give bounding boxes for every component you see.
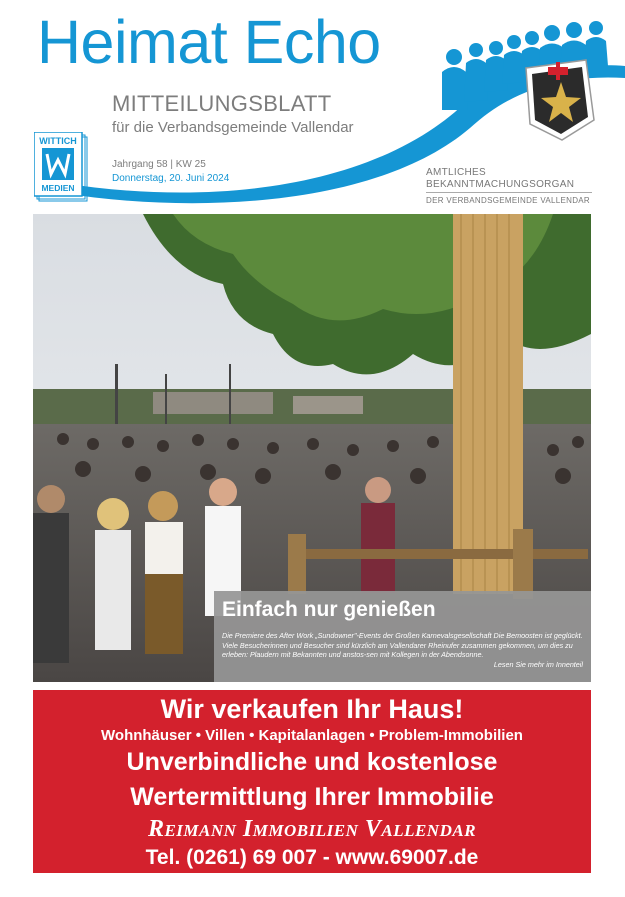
issue-date: Donnerstag, 20. Juni 2024	[112, 173, 230, 184]
official-organ-label	[426, 167, 574, 191]
official-divider	[426, 192, 592, 193]
ad-company-name: Reimann Immobilien Vallendar	[147, 816, 477, 842]
cover-story-title: Einfach nur genießen	[222, 598, 436, 621]
cover-story-text	[222, 631, 583, 669]
publication-region: für die Verbandsgemeinde Vallendar	[112, 119, 354, 136]
read-more-link: Lesen Sie mehr im Innenteil	[493, 659, 583, 669]
official-line-2: BEKANNTMACHUNGSORGAN	[426, 179, 575, 190]
publication-type: MITTEILUNGSBLATT	[112, 91, 332, 116]
real-estate-advertisement	[33, 690, 591, 873]
coat-of-arms-icon	[526, 60, 594, 140]
logo-bottom-text: MEDIEN	[41, 183, 75, 193]
logo-top-text: WITTICH	[39, 136, 77, 146]
wittich-medien-logo	[34, 132, 89, 202]
cover-story-body: Die Premiere des After Work „Sundowner"-Events der Großen Karnevalsgesellschaft Die Bemoosten ist geglückt. Viele Besucherinnen und Besucher sind kürzlich am Vallendarer Rheinufer zusammen gekommen, um dies zu erleben: Plaudern mit Bekannten und anstos-sen mit Kollegen in der Abendsonne.	[222, 631, 583, 659]
ad-headline: Wir verkaufen Ihr Haus!	[160, 694, 464, 724]
ad-offer-line-2: Wertermittlung Ihrer Immobilie	[130, 783, 494, 811]
official-line-3: DER VERBANDSGEMEINDE VALLENDAR	[426, 196, 590, 205]
ad-contact: Tel. (0261) 69 007 - www.69007.de	[145, 846, 479, 869]
issue-number: Jahrgang 58 | KW 25	[112, 159, 206, 170]
ad-offer-line-1: Unverbindliche und kostenlose	[126, 748, 498, 776]
ad-property-types: Wohnhäuser • Villen • Kapitalanlagen • Problem-Immobilien	[101, 727, 523, 744]
official-line-1: AMTLICHES	[426, 167, 486, 178]
masthead-title: Heimat Echo	[37, 8, 381, 76]
